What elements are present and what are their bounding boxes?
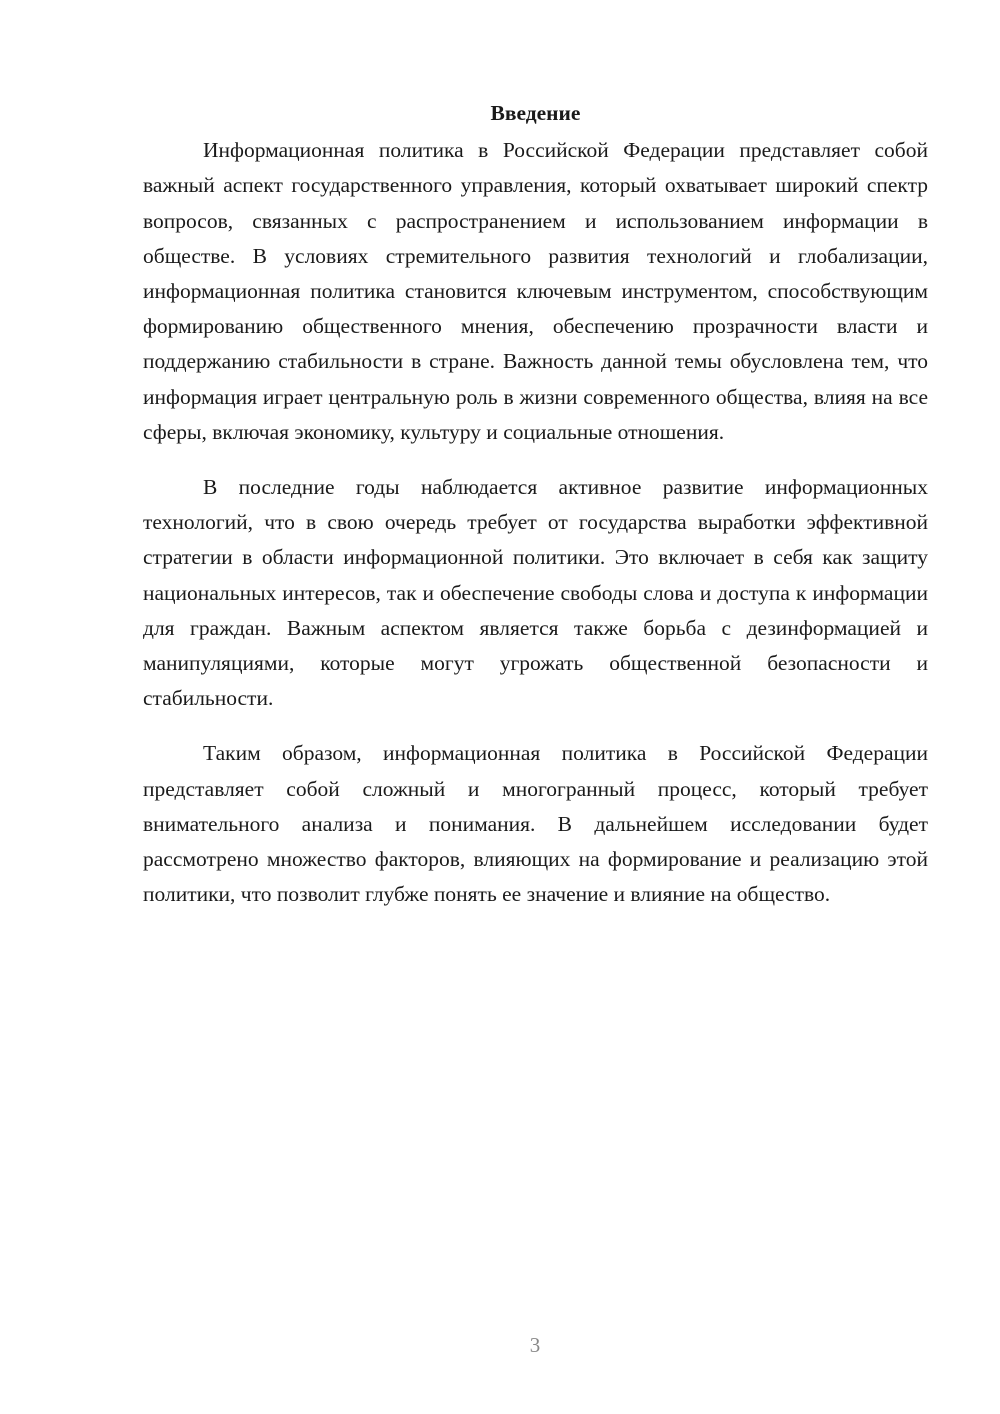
paragraph-2: В последние годы наблюдается активное развитие информационных технологий, что в свою очередь требует от государства выработки эффективной стратегии в области информационной политики. Это включает в себя как защиту национальных интересов, так и обеспечение свободы слова и доступа к информации для граждан. Важным аспектом является также борьба с дезинформацией и манипуляциями, которые могут угрожать общественной безопасности и стабильности. xyxy=(143,475,928,711)
paragraph-3: Таким образом, информационная политика в Российской Федерации представляет собой сложный и многогранный процесс, который требует внимательного анализа и понимания. В дальнейшем исследовании будет рассмотрено множество факторов, влияющих на формирование и реализацию этой политики, что позволит глубже понять ее значение и влияние на общество. xyxy=(143,741,928,907)
document-body xyxy=(143,96,928,912)
paragraph-1: Информационная политика в Российской Федерации представляет собой важный аспект государственного управления, который охватывает широкий спектр вопросов, связанных с распространением и использованием информации в обществе. В условиях стремительного развития технологий и глобализации, информационная политика становится ключевым инструментом, способствующим формированию общественного мнения, обеспечению прозрачности власти и поддержанию стабильности в стране. Важность данной темы обусловлена тем, что информация играет центральную роль в жизни современного общества, влияя на все сферы, включая экономику, культуру и социальные отношения. xyxy=(143,138,928,444)
section-heading: Введение xyxy=(490,101,581,125)
page-number: 3 xyxy=(529,1333,541,1357)
paragraph-spacer xyxy=(143,716,928,736)
paragraph-spacer xyxy=(143,450,928,470)
